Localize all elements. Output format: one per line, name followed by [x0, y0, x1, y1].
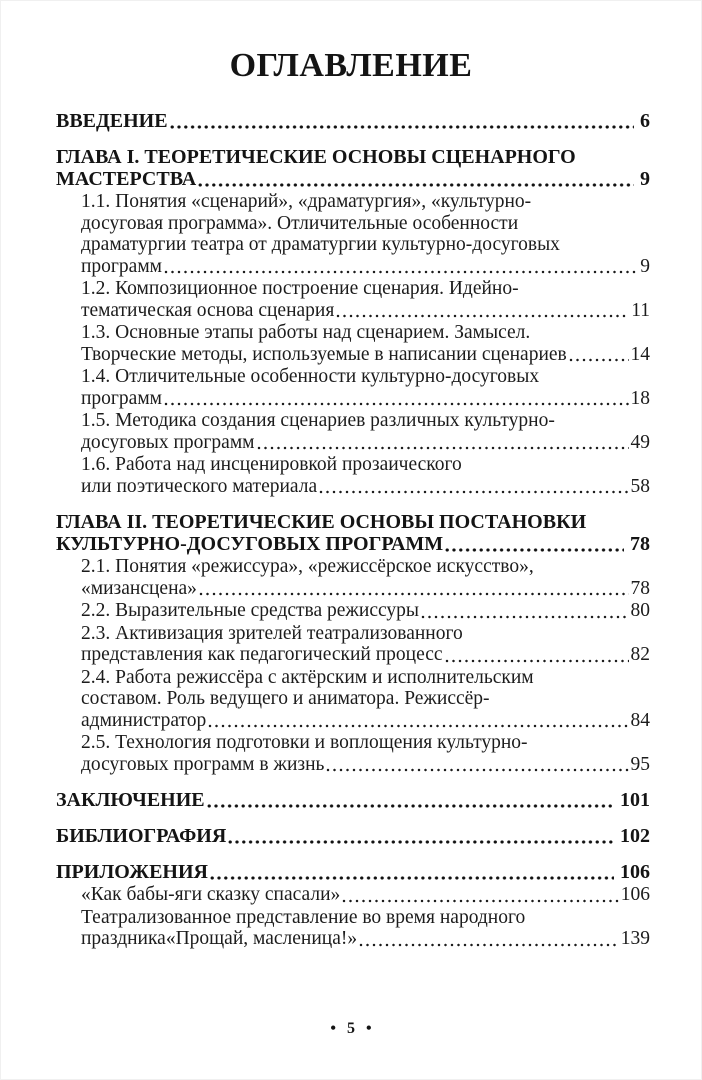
toc-entry-text: КУЛЬТУРНО-ДОСУГОВЫХ ПРОГРАММ	[56, 533, 444, 555]
toc-entry-line	[81, 410, 650, 432]
toc-page-number: 106	[620, 884, 650, 905]
toc-entry[interactable]	[56, 191, 650, 277]
toc-page-number: 14	[630, 343, 650, 365]
toc-entry[interactable]	[56, 366, 650, 409]
toc-entry-line	[81, 256, 650, 278]
toc-entry-text: 2.3. Активизация зрителей театрализованного	[81, 622, 463, 644]
toc-entry[interactable]	[56, 600, 650, 622]
toc-page-number: 82	[630, 644, 650, 665]
toc-entry-text: 2.1. Понятия «режиссура», «режиссёрское искусство»,	[81, 556, 534, 577]
toc-entry-text: 1.3. Основные этапы работы над сценарием. Замысел.	[81, 322, 531, 343]
toc-entry-line	[81, 710, 650, 732]
toc-entry-text: представления как педагогический процесс	[81, 644, 443, 665]
toc-entry[interactable]	[56, 623, 650, 666]
toc-entry[interactable]	[56, 884, 650, 906]
toc-entry-line	[81, 454, 650, 476]
toc-entry-text: ВВЕДЕНИЕ	[56, 110, 168, 132]
toc-entry-line	[81, 884, 650, 906]
page-title: ОГЛАВЛЕНИЕ	[229, 47, 473, 84]
toc-entry-text: 2.2. Выразительные средства режиссуры	[81, 600, 419, 621]
toc-entry[interactable]	[56, 146, 650, 190]
toc-entry-text: досуговая программа». Отличительные особенности	[81, 212, 519, 234]
toc-entry-text: досуговых программ в жизнь	[81, 753, 325, 775]
toc-entry[interactable]	[56, 667, 650, 732]
toc-entry-line	[81, 667, 650, 689]
toc-page-number: 9	[640, 255, 650, 277]
toc-page-number: 102	[620, 825, 650, 847]
toc-entry[interactable]	[56, 454, 650, 497]
toc-entry-line	[56, 168, 650, 190]
toc-entry-text: Творческие методы, используемые в написании сценариев	[81, 343, 567, 365]
toc-page-number: 9	[640, 168, 650, 190]
toc-page-number: 18	[630, 387, 650, 409]
toc-page-number: 49	[630, 431, 650, 453]
toc-entry-text: 2.5. Технология подготовки и воплощения культурно-	[81, 732, 528, 753]
toc-entry-text: МАСТЕРСТВА	[56, 168, 197, 190]
toc-entry-text: программ	[81, 387, 163, 409]
toc-entry-text: администратор	[81, 709, 207, 731]
toc-entry-text: ЗАКЛЮЧЕНИЕ	[56, 789, 205, 811]
toc-entry-line	[81, 623, 650, 645]
toc-entry-text: «мизансцена»	[81, 577, 197, 599]
toc-entry-line	[81, 191, 650, 213]
toc-entry-text: 1.2. Композиционное построение сценария. Идейно-	[81, 278, 519, 299]
dot-leader	[336, 314, 629, 318]
dot-leader	[207, 804, 614, 808]
toc-entry-line	[81, 322, 650, 344]
toc-entry-line	[81, 344, 650, 366]
toc-entry[interactable]	[56, 825, 650, 847]
toc-entry-text: программ	[81, 255, 163, 277]
dot-leader	[210, 876, 614, 880]
toc-entry-line	[56, 146, 650, 168]
dot-leader	[228, 840, 614, 844]
toc-entry-line	[81, 754, 650, 776]
dot-leader	[164, 270, 638, 274]
dot-leader	[359, 943, 619, 947]
toc-entry-line	[81, 907, 650, 929]
toc-entry[interactable]	[56, 511, 650, 555]
toc-entry-line	[81, 644, 650, 666]
toc-page-number: 58	[630, 475, 650, 497]
toc-entry-text: 1.5. Методика создания сценариев различных культурно-	[81, 410, 555, 431]
toc-entry[interactable]	[56, 110, 650, 132]
toc-entry[interactable]	[56, 556, 650, 599]
toc-entry[interactable]	[56, 278, 650, 321]
toc-entry-line	[81, 732, 650, 754]
toc-entry-line	[81, 688, 650, 710]
toc-entry-text: 2.4. Работа режиссёра с актёрским и исполнительским	[81, 666, 534, 688]
dot-leader	[257, 446, 629, 450]
toc-entry-text: БИБЛИОГРАФИЯ	[56, 825, 227, 847]
toc-entry[interactable]	[56, 410, 650, 453]
dot-leader	[326, 768, 628, 772]
toc-entry-line	[81, 556, 650, 578]
dot-leader	[170, 125, 634, 129]
toc-entry-text: 1.1. Понятия «сценарий», «драматургия», «культурно-	[81, 191, 532, 212]
toc-entry-line	[81, 278, 650, 300]
page-number-footer	[0, 1020, 702, 1038]
toc-entry[interactable]	[56, 789, 650, 811]
toc-entry-line	[56, 825, 650, 847]
dot-leader	[421, 615, 629, 619]
toc-entry-text: драматургии театра от драматургии культурно-досуговых	[81, 234, 560, 255]
toc-page-number: 106	[620, 861, 650, 883]
dot-leader	[198, 183, 634, 187]
toc-page-number: 78	[630, 577, 650, 599]
toc-entry-line	[81, 234, 650, 256]
dot-leader	[208, 724, 628, 728]
toc-entry[interactable]	[56, 861, 650, 883]
dot-leader	[342, 899, 618, 903]
toc-entry-text: или поэтического материала	[81, 475, 318, 497]
footer-page-marker: • 5 •	[330, 1020, 372, 1037]
toc-entry-line	[81, 213, 650, 235]
toc-entry-text: составом. Роль ведущего и аниматора. Режиссёр-	[81, 688, 490, 709]
dot-leader	[319, 490, 628, 494]
toc-entry-line	[81, 578, 650, 600]
toc-entry-text: досуговых программ	[81, 431, 255, 453]
toc-entry-text: Театрализованное представление во время народного	[81, 906, 526, 928]
toc-entry-text: «Как бабы-яги сказку спасали»	[81, 884, 341, 905]
toc-entry-line	[81, 432, 650, 454]
toc-entry-line	[56, 533, 650, 555]
dot-leader	[164, 402, 628, 406]
toc-entry-text: 1.4. Отличительные особенности культурно-досуговых	[81, 366, 540, 387]
toc-entry-line	[56, 511, 650, 533]
toc-entry-text: 1.6. Работа над инсценировкой прозаического	[81, 454, 462, 475]
dot-leader	[199, 592, 629, 596]
toc-entry-line	[56, 110, 650, 132]
toc-entry-text: тематическая основа сценария	[81, 299, 335, 321]
toc-entry-line	[81, 476, 650, 498]
toc-page-number: 11	[631, 299, 650, 321]
toc-entry-line	[81, 928, 650, 950]
toc-entry-line	[56, 861, 650, 883]
toc-entry[interactable]	[56, 907, 650, 950]
toc-entry-line	[56, 789, 650, 811]
toc-page-number: 6	[640, 110, 650, 132]
toc-page-number: 101	[620, 789, 650, 811]
toc-entry-text: ГЛАВА II. ТЕОРЕТИЧЕСКИЕ ОСНОВЫ ПОСТАНОВКИ	[56, 511, 587, 533]
toc-entry-line	[81, 300, 650, 322]
dot-leader	[445, 548, 624, 552]
toc-page-number: 95	[630, 753, 650, 775]
toc-entry[interactable]	[56, 732, 650, 775]
dot-leader	[569, 358, 629, 362]
toc-entry-text: праздника«Прощай, масленица!»	[81, 928, 358, 949]
toc-list	[0, 110, 702, 950]
toc-entry-line	[81, 366, 650, 388]
toc-page-number: 80	[630, 600, 650, 621]
dot-leader	[445, 659, 629, 663]
toc-page-number: 78	[630, 533, 650, 555]
toc-page-number: 84	[630, 709, 650, 731]
toc-entry-text: ГЛАВА I. ТЕОРЕТИЧЕСКИЕ ОСНОВЫ СЦЕНАРНОГО	[56, 146, 576, 168]
toc-entry-line	[81, 600, 650, 622]
toc-entry[interactable]	[56, 322, 650, 365]
toc-entry-text: ПРИЛОЖЕНИЯ	[56, 861, 208, 883]
toc-entry-line	[81, 388, 650, 410]
toc-page-number: 139	[620, 928, 650, 949]
